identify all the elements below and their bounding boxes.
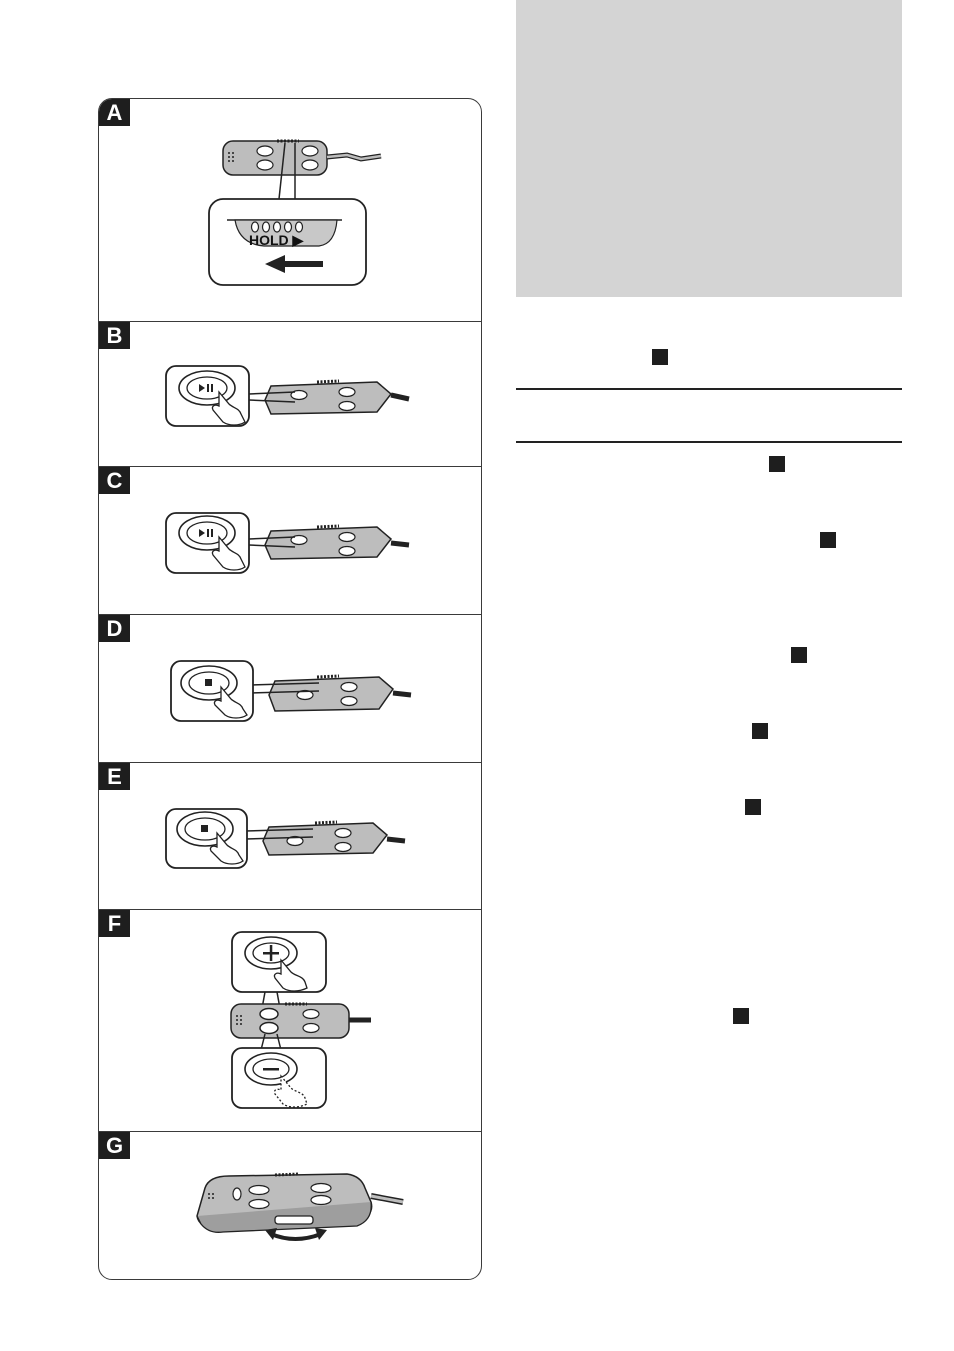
stop-icon [205,679,212,686]
hold-label: HOLD ▶ [249,232,304,248]
minus-icon [263,1068,279,1071]
stop-button-illustration [99,763,482,910]
figure-panel-e [99,763,481,910]
figure-panel-d [99,615,481,763]
stop-callout [166,809,247,868]
figure-panel-g [99,1132,481,1280]
table-rule-top [516,388,902,390]
stop-callout [171,661,253,721]
figure-reference-marker [745,799,761,815]
jog-dial-illustration [99,1132,482,1280]
remote-control-body [223,141,381,175]
volume-buttons-illustration [99,910,482,1132]
figure-reference-marker [733,1008,749,1024]
play-pause-callout [166,366,249,426]
illustration-frame [98,98,482,1280]
hold-switch-callout [209,199,366,285]
figure-reference-marker [752,723,768,739]
figure-reference-marker [791,647,807,663]
figure-reference-marker [820,532,836,548]
figure-panel-f [99,910,481,1132]
figure-label-c: C [99,467,130,494]
figure-reference-marker [652,349,668,365]
figure-label-a: A [99,99,130,126]
remote-control-body [269,676,411,711]
stop-icon [201,825,208,832]
remote-hold-illustration [99,99,482,322]
volume-minus-callout [232,1048,326,1108]
figure-panel-a [99,99,481,322]
figure-panel-c [99,467,481,615]
remote-control-body [265,381,409,414]
figure-label-e: E [99,763,130,790]
play-pause-callout [166,513,249,573]
figure-label-f: F [99,910,130,937]
figure-label-d: D [99,615,130,642]
table-rule-bottom [516,441,902,443]
play-pause-illustration [99,322,482,467]
play-pause-illustration [99,467,482,615]
rotate-arrow-icon [265,1228,327,1240]
figure-reference-marker [769,456,785,472]
figure-label-g: G [99,1132,130,1159]
stop-button-illustration [99,615,482,763]
remote-control-body [265,526,409,559]
jog-dial [275,1216,313,1224]
remote-control-body [231,1004,371,1038]
section-header-box [516,0,902,297]
figure-panel-b [99,322,481,467]
figure-label-b: B [99,322,130,349]
volume-plus-callout [232,932,326,992]
